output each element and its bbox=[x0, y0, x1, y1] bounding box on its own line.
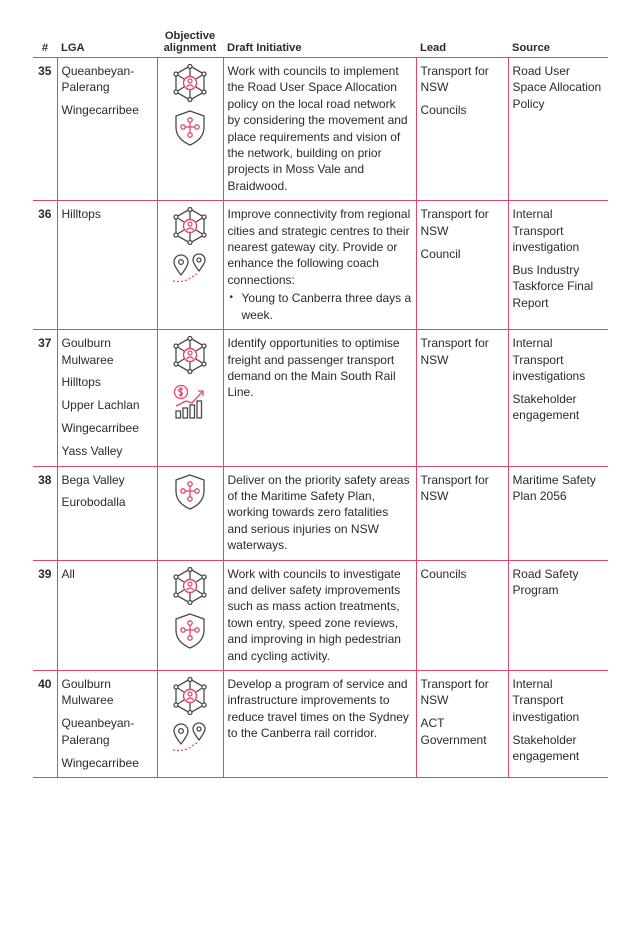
row-number: 39 bbox=[33, 560, 57, 670]
lga-item: Upper Lachlan bbox=[61, 398, 140, 413]
lead-item: ACT Government bbox=[420, 716, 487, 747]
source-item: Bus Industry Taskforce Final Report bbox=[512, 262, 594, 310]
table-row bbox=[33, 671, 608, 778]
row-number: 35 bbox=[33, 58, 57, 201]
source-item: Maritime Safety Plan 2056 bbox=[512, 472, 596, 503]
lead-cell bbox=[416, 201, 508, 330]
lead-item: Transport for NSW bbox=[420, 336, 489, 367]
safety-shield-icon bbox=[162, 473, 219, 515]
lga-item: Bega Valley bbox=[61, 472, 125, 487]
lead-item: Councils bbox=[420, 103, 467, 118]
initiative-cell bbox=[223, 671, 416, 778]
lead-item: Transport for NSW bbox=[420, 207, 489, 238]
table-row bbox=[33, 466, 608, 560]
safety-shield-icon bbox=[162, 612, 219, 654]
lead-cell bbox=[416, 330, 508, 466]
network-icon bbox=[162, 336, 219, 378]
table-row bbox=[33, 330, 608, 466]
initiatives-table bbox=[33, 30, 608, 778]
source-item: Stakeholder engagement bbox=[512, 391, 580, 423]
initiative-text: Work with councils to implement the Road User Space Allocation policy on the local road network by considering the movement and place requirements and vision of the network, building on prior projects in Moss Vale and Braidwood. bbox=[227, 64, 408, 193]
row-number: 37 bbox=[33, 330, 57, 466]
source-cell bbox=[508, 330, 608, 466]
header-lga: LGA bbox=[57, 30, 157, 58]
lga-cell bbox=[57, 201, 157, 330]
lga-cell bbox=[57, 58, 157, 201]
header-objective-alignment bbox=[157, 30, 223, 58]
objective-alignment-cell bbox=[157, 58, 223, 201]
source-item: Internal Transport investigation bbox=[512, 207, 580, 255]
network-icon bbox=[162, 64, 219, 106]
lead-item: Council bbox=[420, 246, 461, 261]
economy-growth-icon bbox=[162, 382, 219, 424]
source-cell bbox=[508, 671, 608, 778]
lead-cell bbox=[416, 560, 508, 670]
source-cell bbox=[508, 560, 608, 670]
lga-cell bbox=[57, 671, 157, 778]
network-icon bbox=[162, 207, 219, 249]
header-draft-initiative: Draft Initiative bbox=[223, 30, 416, 58]
header-number: # bbox=[33, 30, 57, 58]
source-item: Stakeholder engagement bbox=[512, 732, 580, 764]
source-cell bbox=[508, 58, 608, 201]
table-header-row bbox=[33, 30, 608, 58]
header-objective-line1: Objective bbox=[164, 30, 216, 42]
row-number: 38 bbox=[33, 466, 57, 560]
lga-item: Wingecarribee bbox=[61, 103, 139, 118]
lga-item: Wingecarribee bbox=[61, 755, 139, 770]
objective-alignment-cell bbox=[157, 560, 223, 670]
location-pins-icon bbox=[162, 722, 219, 758]
lga-cell bbox=[57, 466, 157, 560]
lga-item: Eurobodalla bbox=[61, 495, 126, 510]
header-lead: Lead bbox=[416, 30, 508, 58]
initiative-cell bbox=[223, 201, 416, 330]
row-number: 40 bbox=[33, 671, 57, 778]
lead-item: Councils bbox=[420, 566, 467, 581]
initiative-cell bbox=[223, 560, 416, 670]
initiative-text: Develop a program of service and infrastructure improvements to reduce travel times on the Sydney to the Canberra rail corridor. bbox=[227, 677, 409, 741]
lga-item: Goulburn Mulwaree bbox=[61, 336, 114, 367]
source-item: Internal Transport investigations bbox=[512, 336, 586, 383]
objective-alignment-cell bbox=[157, 671, 223, 778]
network-icon bbox=[162, 677, 219, 719]
lga-item: Queanbeyan-Palerang bbox=[61, 64, 135, 95]
safety-shield-icon bbox=[162, 109, 219, 151]
lga-cell bbox=[57, 330, 157, 466]
lga-item: Goulburn Mulwaree bbox=[61, 677, 114, 708]
header-source: Source bbox=[508, 30, 608, 58]
lead-item: Transport for NSW bbox=[420, 677, 489, 708]
source-item: Internal Transport investigation bbox=[512, 677, 580, 724]
row-number: 36 bbox=[33, 201, 57, 330]
lead-cell bbox=[416, 671, 508, 778]
lead-item: Transport for NSW bbox=[420, 64, 489, 95]
lga-item: Hilltops bbox=[61, 375, 101, 390]
source-cell bbox=[508, 466, 608, 560]
lga-item: Yass Valley bbox=[61, 444, 123, 459]
lga-item: Queanbeyan-Palerang bbox=[61, 716, 135, 747]
table-row bbox=[33, 58, 608, 201]
lga-cell bbox=[57, 560, 157, 670]
source-item: Road User Space Allocation Policy bbox=[512, 64, 602, 111]
initiative-text: Work with councils to investigate and deliver safety improvements such as mass action treatments, town entry, speed zone reviews, and improving in high pedestrian and cycling activity. bbox=[227, 566, 401, 663]
table-row bbox=[33, 560, 608, 670]
lead-cell bbox=[416, 466, 508, 560]
initiative-bullet: • Young to Canberra three days a week. bbox=[228, 290, 412, 323]
initiative-cell bbox=[223, 466, 416, 560]
source-cell bbox=[508, 201, 608, 330]
initiative-text: Improve connectivity from regional cities and strategic centres to their nearest gateway city. Provide or enhance the following coach connections: bbox=[227, 207, 411, 287]
objective-alignment-cell bbox=[157, 330, 223, 466]
location-pins-icon bbox=[162, 253, 219, 289]
lead-item: Transport for NSW bbox=[420, 472, 489, 503]
lead-cell bbox=[416, 58, 508, 201]
lga-item: Wingecarribee bbox=[61, 421, 139, 436]
initiative-text: Identify opportunities to optimise freight and passenger transport demand on the Main South Rail Line. bbox=[227, 336, 400, 400]
lga-item: All bbox=[61, 566, 75, 581]
source-item: Road Safety Program bbox=[512, 566, 579, 597]
network-icon bbox=[162, 567, 219, 609]
initiative-cell bbox=[223, 58, 416, 201]
initiative-bullets bbox=[228, 290, 412, 323]
header-objective-line2: alignment bbox=[163, 42, 217, 54]
lga-item: Hilltops bbox=[61, 207, 101, 222]
initiative-cell bbox=[223, 330, 416, 466]
initiative-text: Deliver on the priority safety areas of the Maritime Safety Plan, working towards zero fatalities and serious injuries on NSW waterways. bbox=[227, 472, 410, 553]
objective-alignment-cell bbox=[157, 466, 223, 560]
objective-alignment-cell bbox=[157, 201, 223, 330]
table-row bbox=[33, 201, 608, 330]
